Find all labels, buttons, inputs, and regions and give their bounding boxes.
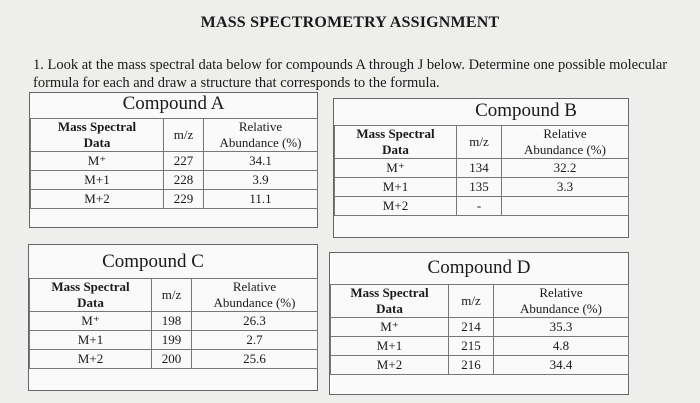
row-abundance: 34.1 xyxy=(204,152,318,171)
row-abundance: 25.6 xyxy=(192,350,318,369)
instructions: 1. Look at the mass spectral data below for compounds A through J below. Determine one possible molecular formula for each and draw a structure that corresponds to the formula. xyxy=(33,57,668,91)
compound-title: Compound A xyxy=(122,93,225,114)
header-relative-abundance: Relative Abundance (%) xyxy=(494,285,629,318)
compound-a-panel xyxy=(29,92,318,228)
row-label: M+1 xyxy=(30,331,152,350)
row-label: M+2 xyxy=(335,197,457,216)
table-header-row xyxy=(335,126,629,159)
row-label: M+2 xyxy=(30,350,152,369)
table-header-row xyxy=(331,285,629,318)
row-mz: 228 xyxy=(164,171,204,190)
table-header-row xyxy=(31,119,318,152)
table-row xyxy=(30,331,318,350)
row-label: M⁺ xyxy=(31,152,164,171)
table-row xyxy=(31,190,318,209)
header-relative-abundance: Relative Abundance (%) xyxy=(204,119,318,152)
table-header-row xyxy=(30,279,318,312)
row-label: M⁺ xyxy=(30,312,152,331)
table-row xyxy=(31,152,318,171)
row-abundance: 35.3 xyxy=(494,318,629,337)
row-mz: 227 xyxy=(164,152,204,171)
row-label: M⁺ xyxy=(335,159,457,178)
compound-title: Compound B xyxy=(475,100,577,121)
header-mz: m/z xyxy=(164,119,204,152)
table-row xyxy=(31,171,318,190)
page-title: MASS SPECTROMETRY ASSIGNMENT xyxy=(200,14,500,31)
compound-c-table xyxy=(29,278,318,369)
header-relative-abundance: Relative Abundance (%) xyxy=(192,279,318,312)
table-row xyxy=(30,312,318,331)
row-abundance xyxy=(502,197,629,216)
row-mz: 200 xyxy=(152,350,192,369)
row-abundance: 32.2 xyxy=(502,159,629,178)
row-mz: 229 xyxy=(164,190,204,209)
compound-title: Compound D xyxy=(427,257,531,278)
table-row xyxy=(335,159,629,178)
row-mz: 199 xyxy=(152,331,192,350)
header-mass-spectral-data: Mass Spectral Data xyxy=(31,119,164,152)
row-abundance: 11.1 xyxy=(204,190,318,209)
row-mz: 215 xyxy=(449,337,494,356)
table-row xyxy=(335,197,629,216)
header-mass-spectral-data: Mass Spectral Data xyxy=(331,285,449,318)
row-mz: 135 xyxy=(457,178,502,197)
row-abundance: 2.7 xyxy=(192,331,318,350)
row-abundance: 3.9 xyxy=(204,171,318,190)
table-row xyxy=(331,356,629,375)
compound-a-table xyxy=(30,118,318,209)
header-mz: m/z xyxy=(152,279,192,312)
header-mz: m/z xyxy=(449,285,494,318)
row-abundance: 34.4 xyxy=(494,356,629,375)
header-relative-abundance: Relative Abundance (%) xyxy=(502,126,629,159)
header-mass-spectral-data: Mass Spectral Data xyxy=(30,279,152,312)
compound-c-panel xyxy=(28,244,318,391)
header-mz: m/z xyxy=(457,126,502,159)
row-abundance: 3.3 xyxy=(502,178,629,197)
compound-b-table xyxy=(334,125,629,216)
table-row xyxy=(335,178,629,197)
row-label: M+1 xyxy=(331,337,449,356)
row-abundance: 26.3 xyxy=(192,312,318,331)
row-label: M+2 xyxy=(31,190,164,209)
compound-d-panel xyxy=(329,252,629,395)
row-label: M+2 xyxy=(331,356,449,375)
compound-d-table xyxy=(330,284,629,375)
row-label: M+1 xyxy=(335,178,457,197)
table-row xyxy=(331,318,629,337)
compound-title: Compound C xyxy=(102,251,204,272)
header-mass-spectral-data: Mass Spectral Data xyxy=(335,126,457,159)
row-mz: 214 xyxy=(449,318,494,337)
row-mz: - xyxy=(457,197,502,216)
table-row xyxy=(331,337,629,356)
row-mz: 198 xyxy=(152,312,192,331)
table-row xyxy=(30,350,318,369)
row-mz: 216 xyxy=(449,356,494,375)
row-mz: 134 xyxy=(457,159,502,178)
row-label: M+1 xyxy=(31,171,164,190)
row-abundance: 4.8 xyxy=(494,337,629,356)
row-label: M⁺ xyxy=(331,318,449,337)
compound-b-panel xyxy=(333,98,629,238)
